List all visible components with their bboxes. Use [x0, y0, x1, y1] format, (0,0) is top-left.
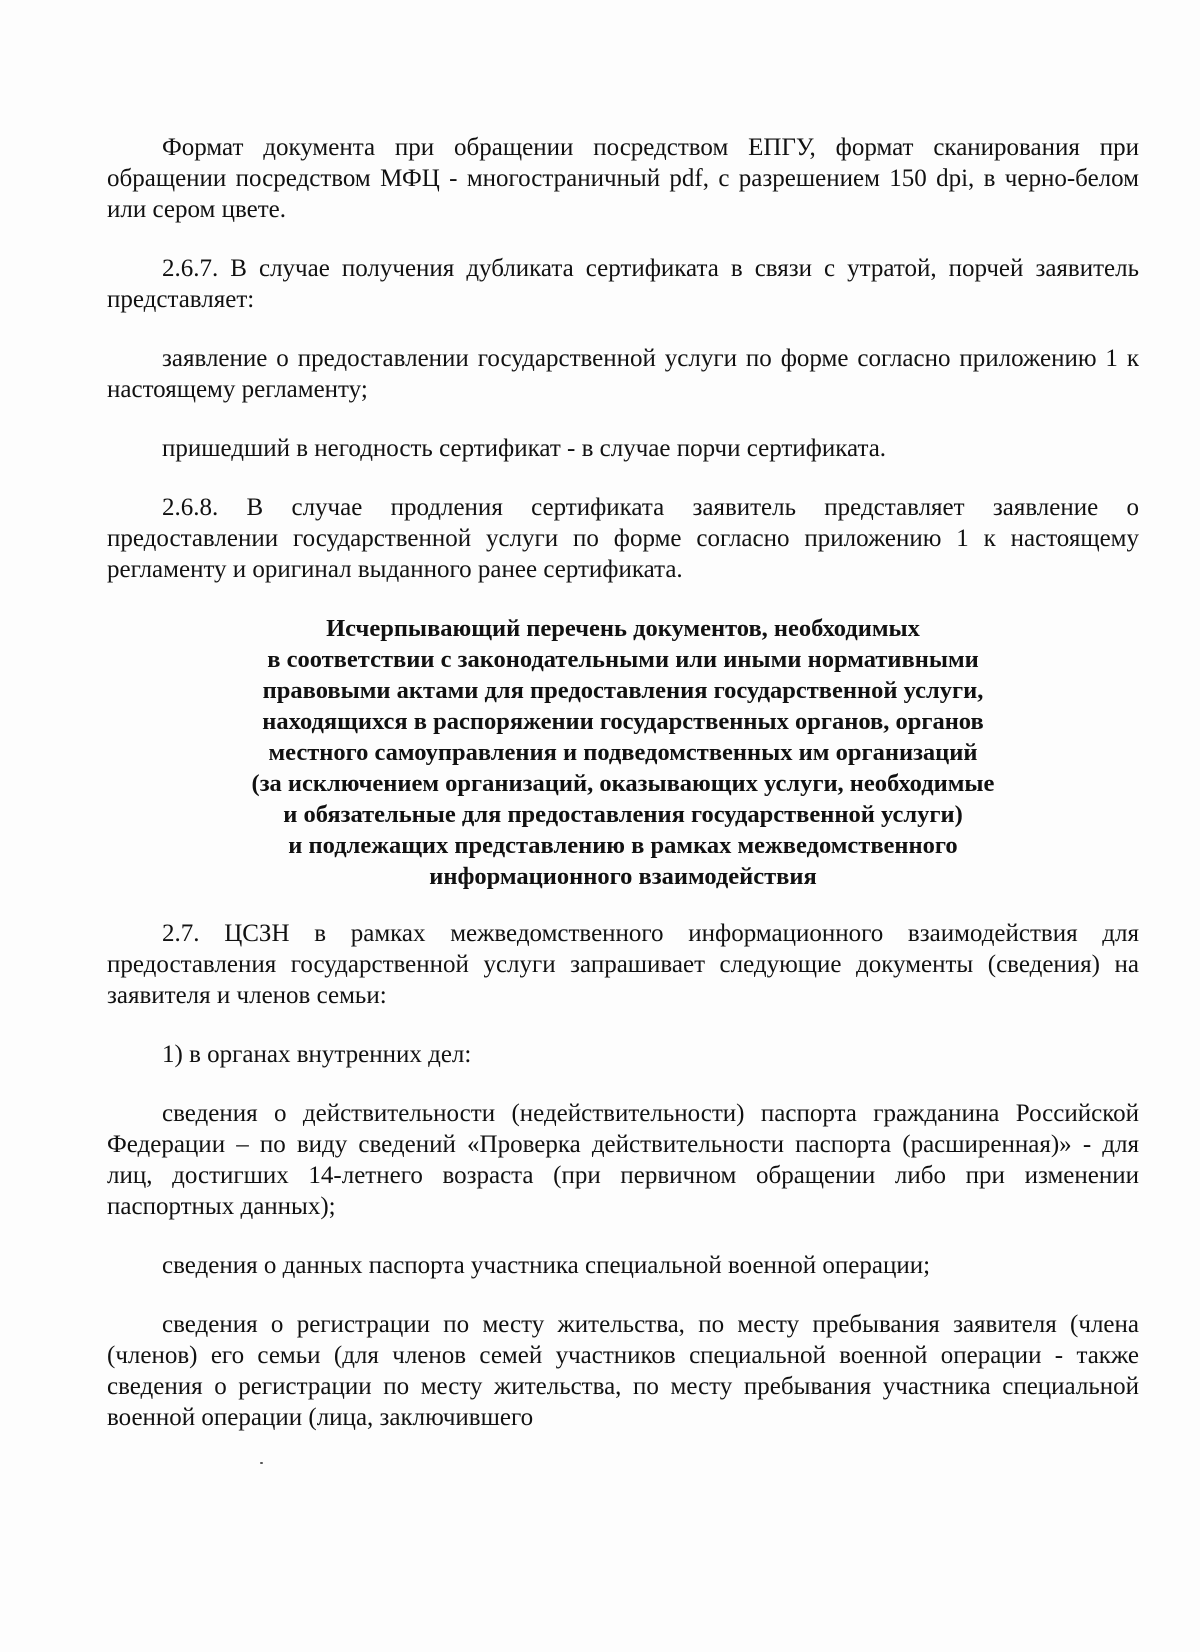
paragraph-2-7: 2.7. ЦСЗН в рамках межведомственного информационного взаимодействия для предоставления государственной услуги запрашивает следующие документы (сведения) на заявителя и членов семьи: — [107, 920, 1139, 1009]
heading-line: правовыми актами для предоставления государственной услуги, — [262, 677, 984, 704]
heading-line: (за исключением организаций, оказывающих услуги, необходимые — [251, 770, 995, 797]
heading-line: и подлежащих представлению в рамках межведомственного — [288, 832, 958, 859]
scan-speck — [260, 1462, 263, 1464]
paragraph-2-6-8: 2.6.8. В случае продления сертификата заявитель представляет заявление о предоставлении государственной услуги по форме согласно приложению 1 к настоящему регламенту и оригинал выданного ранее сертификата. — [107, 494, 1139, 583]
paragraph-2-6-7-application: заявление о предоставлении государственной услуги по форме согласно приложению 1 к настоящему регламенту; — [107, 345, 1139, 403]
document-body — [107, 132, 1139, 1461]
paragraph-2-6-7-damaged-certificate: пришедший в негодность сертификат - в случае порчи сертификата. — [162, 435, 887, 462]
heading-line: информационного взаимодействия — [429, 863, 817, 890]
heading-line: в соответствии с законодательными или иными нормативными — [267, 646, 979, 673]
heading-line: местного самоуправления и подведомственных им организаций — [268, 739, 978, 766]
paragraph-2-7-1-registration: сведения о регистрации по месту жительства, по месту пребывания заявителя (члена (членов) его семьи (для членов семей участников специальной военной операции - также сведения о регистрации по месту жительства, по месту пребывания участника специальной военной операции (лица, заключившего — [107, 1311, 1139, 1431]
paragraph-2-7-1-passport-validity: сведения о действительности (недействительности) паспорта гражданина Российской Федерации – по виду сведений «Проверка действительности паспорта (расширенная)» - для лиц, достигших 14-летнего возраста (при первичном обращении либо при изменении паспортных данных); — [107, 1100, 1139, 1220]
paragraph-2-7-1: 1) в органах внутренних дел: — [162, 1041, 472, 1068]
heading-line: находящихся в распоряжении государственных органов, органов — [262, 708, 984, 735]
paragraph-2-7-1-svo-passport: сведения о данных паспорта участника специальной военной операции; — [162, 1252, 931, 1279]
paragraph-format: Формат документа при обращении посредством ЕПГУ, формат сканирования при обращении посредством МФЦ - многостраничный pdf, с разрешением 150 dpi, в черно-белом или сером цвете. — [107, 134, 1139, 223]
section-heading — [107, 613, 1139, 892]
paragraph-2-6-7: 2.6.7. В случае получения дубликата сертификата в связи с утратой, порчей заявитель представляет: — [107, 255, 1139, 313]
heading-line: и обязательные для предоставления государственной услуги) — [283, 801, 963, 828]
heading-line: Исчерпывающий перечень документов, необходимых — [326, 615, 920, 642]
